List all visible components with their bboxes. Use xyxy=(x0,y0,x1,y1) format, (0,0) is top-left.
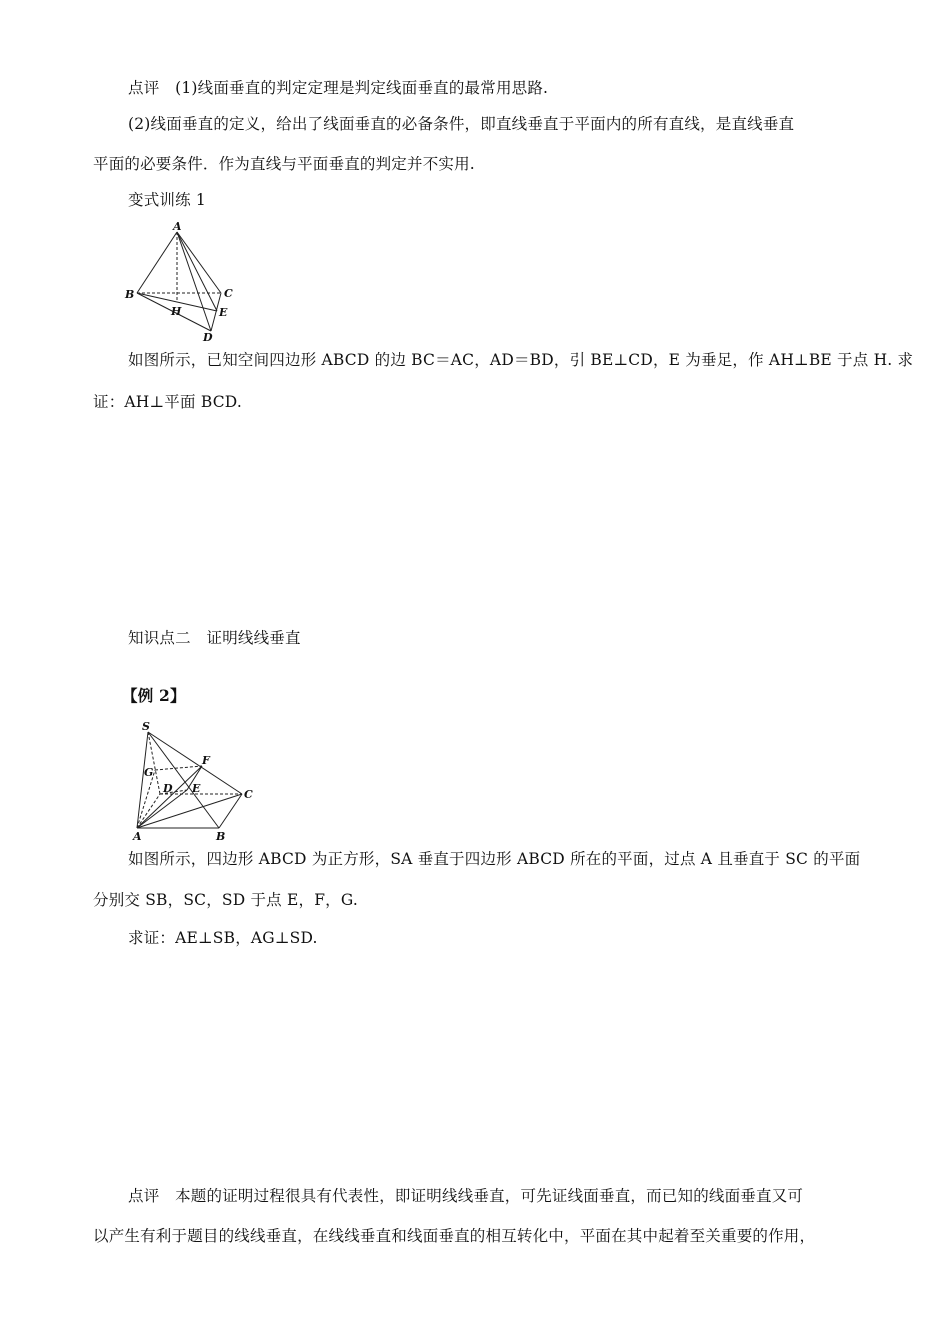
label-D: D xyxy=(203,331,213,344)
label-E: E xyxy=(192,782,201,795)
section2-title: 知识点二 证明线线垂直 xyxy=(128,629,301,647)
label-A: A xyxy=(133,830,142,843)
edge-AE xyxy=(177,232,217,311)
example2-problem-line2: 分别交 SB，SC，SD 于点 E，F，G. xyxy=(93,891,359,909)
example2-label: 【例 2】 xyxy=(122,686,186,705)
variant-problem-line2: 证：AH⊥平面 BCD. xyxy=(93,393,242,411)
label-A: A xyxy=(173,220,182,233)
label-G: G xyxy=(144,766,154,779)
label-F: F xyxy=(202,754,210,767)
label-B: B xyxy=(216,830,226,843)
edge-BC xyxy=(219,794,242,828)
comment1-line3: 平面的必要条件．作为直线与平面垂直的判定并不实用. xyxy=(93,155,475,173)
label-S: S xyxy=(142,720,150,733)
edge-AE xyxy=(137,790,187,828)
figure-tetrahedron xyxy=(120,218,250,343)
variant-title: 变式训练 1 xyxy=(128,191,206,209)
label-C: C xyxy=(224,287,233,300)
label-H: H xyxy=(171,305,182,318)
edge-AB xyxy=(137,232,177,293)
variant-problem-line1: 如图所示，已知空间四边形 ABCD 的边 BC＝AC，AD＝BD，引 BE⊥CD，E 为垂足，作 AH⊥BE 于点 H. 求 xyxy=(128,351,914,369)
example2-problem-line1: 如图所示，四边形 ABCD 为正方形，SA 垂直于四边形 ABCD 所在的平面，过点 A 且垂直于 SC 的平面 xyxy=(128,850,861,868)
label-E: E xyxy=(219,306,228,319)
edge-SB xyxy=(148,732,219,828)
edge-SD xyxy=(148,732,160,794)
comment1-line2: (2)线面垂直的定义，给出了线面垂直的必备条件，即直线垂直于平面内的所有直线，是直线垂直 xyxy=(128,115,795,133)
label-B: B xyxy=(125,288,135,301)
comment2-line2: 以产生有利于题目的线线垂直，在线线垂直和线面垂直的相互转化中，平面在其中起着至关重要的作用， xyxy=(93,1227,816,1245)
comment2-line1: 点评 本题的证明过程很具有代表性，即证明线线垂直，可先证线面垂直，而已知的线面垂直又可 xyxy=(128,1187,804,1205)
edge-AC xyxy=(177,232,221,293)
label-C: C xyxy=(244,788,253,801)
example2-prove: 求证：AE⊥SB，AG⊥SD. xyxy=(128,929,318,947)
edge-AC xyxy=(137,794,242,828)
label-D: D xyxy=(163,782,173,795)
comment1-line1: 点评 (1)线面垂直的判定定理是判定线面垂直的最常用思路. xyxy=(128,79,549,97)
figure-pyramid xyxy=(128,716,258,846)
edge-GF xyxy=(155,766,202,770)
